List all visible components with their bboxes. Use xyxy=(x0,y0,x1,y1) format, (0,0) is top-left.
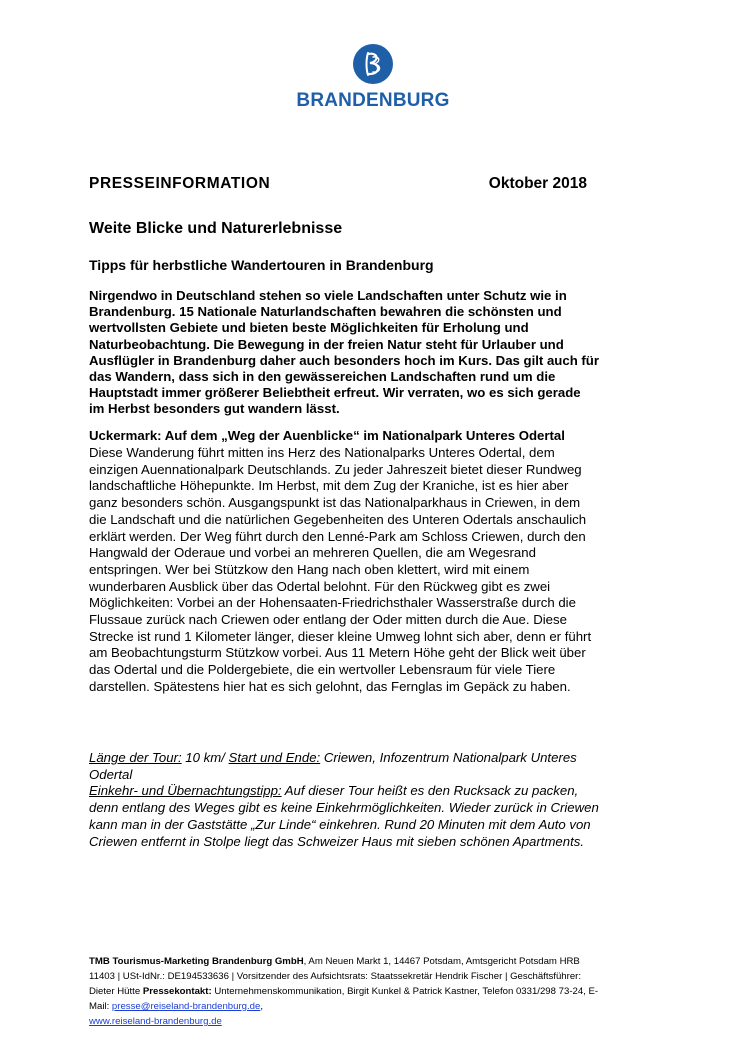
footer-imprint xyxy=(89,954,601,1029)
tip-label: Einkehr- und Übernachtungstipp: xyxy=(89,783,282,799)
tip-value: Auf dieser Tour heißt es den Rucksack zu packen, denn entlang des Weges gibt es keine Einkehrmöglichkeiten. Wieder zurück in Criewen kann man in der Gaststätte „Zur Linde“ einkehren. Rund 20 Minuten mit dem Auto von Criewen entfernt in Stolpe liegt das Schweizer Haus mit sieben schönen Apartments. xyxy=(89,783,599,849)
page-title: Weite Blicke und Naturerlebnisse xyxy=(89,220,343,237)
email-link[interactable]: presse@reiseland-brandenburg.de xyxy=(111,1001,261,1012)
footer-company: TMB Tourismus-Marketing Brandenburg GmbH xyxy=(89,956,304,967)
footer-address: , Am Neuen Markt 1, 14467 Potsdam, Amtsgericht Potsdam HRB 11403 | USt-IdNr.: DE194533636 | Vorsitzender des Aufsichtsrats: Staatssekretär Hendrik Fischer | Geschäftsführer: Dieter Hütte xyxy=(89,956,582,997)
section-heading: Uckermark: Auf dem „Weg der Auenblicke“ im Nationalpark Unteres Odertal xyxy=(89,428,565,443)
press-header xyxy=(89,175,587,193)
brandenburg-logo-icon xyxy=(353,44,393,84)
press-date: Oktober 2018 xyxy=(488,175,587,192)
brand-name: BRANDENBURG xyxy=(296,90,450,111)
footer-contact-label: Pressekontakt: xyxy=(142,986,212,997)
lead-paragraph: Nirgendwo in Deutschland stehen so viele Landschaften unter Schutz wie in Brandenburg. 15 Nationale Naturlandschaften bewahren die schönsten und wertvollsten Gebiete und bieten beste Möglichkeiten für Erholung und Naturbeobachtung. Die Bewegung in der freien Natur steht für Urlauber und Ausflügler in Brandenburg daher auch besonders hoch im Kurs. Das gilt auch für das Wandern, dass sich in den gewässereichen Landschaften rund um die Hauptstadt immer größerer Beliebtheit erfreut. Wir verraten, wo es sich gerade im Herbst besonders gut wandern lässt. xyxy=(89,288,599,417)
tour-info xyxy=(89,750,599,850)
footer-contact: Unternehmenskommunikation, Birgit Kunkel & Patrick Kastner, Telefon 0331/298 73-24, E-Mail: xyxy=(89,986,599,1012)
section-body: Diese Wanderung führt mitten ins Herz des Nationalparks Unteres Odertal, dem einzigen Auennationalpark Deutschlands. Zu jeder Jahreszeit bietet dieser Rundweg landschaftliche Höhepunkte. Im Herbst, mit dem Zug der Kraniche, ist es hier aber ganz besonders schön. Ausgangspunkt ist das Nationalparkhaus in Criewen, in dem die Landschaft und die natürlichen Gegebenheiten des Unteren Odertals anschaulich erklärt werden. Der Weg führt durch den Lenné-Park am Schloss Criewen, durch den Hangwald der Oderaue und vorbei an mehreren Quellen, die am Wegesrand entspringen. Wer bei Stützkow den Hang nach oben klettert, wird mit einem wunderbaren Ausblick über das Odertal belohnt. Für den Rückweg gibt es zwei Möglichkeiten: Vorbei an der Hohensaaten-Friedrichsthaler Wasserstraße durch die Flussaue zurück nach Criewen oder entlang der Oder mitten durch die Aue. Diese Strecke ist rund 1 Kilometer länger, dieser kleine Umweg lohnt sich aber, denn er führt am Beobachtungsturm Stützkow vorbei. Aus 11 Metern Höhe geht der Blick weit über das Odertal und die Poldergebiete, die ein wertvoller Lebensraum für viele Tiere darstellen. Spätestens hier hat es sich gelohnt, das Fernglas im Gepäck zu haben. xyxy=(89,445,592,694)
start-value: Criewen, Infozentrum Nationalpark Unteres Odertal xyxy=(89,750,577,782)
press-label: PRESSEINFORMATION xyxy=(89,175,271,192)
brand-logo xyxy=(0,44,746,112)
length-label: Länge der Tour: xyxy=(89,750,182,765)
footer-separator: , xyxy=(260,1001,264,1012)
start-label: Start und Ende: xyxy=(228,750,321,765)
page-subtitle: Tipps für herbstliche Wandertouren in Brandenburg xyxy=(89,257,434,273)
length-value: 10 km/ xyxy=(181,750,229,765)
website-link[interactable]: www.reiseland-brandenburg.de xyxy=(89,1016,222,1027)
